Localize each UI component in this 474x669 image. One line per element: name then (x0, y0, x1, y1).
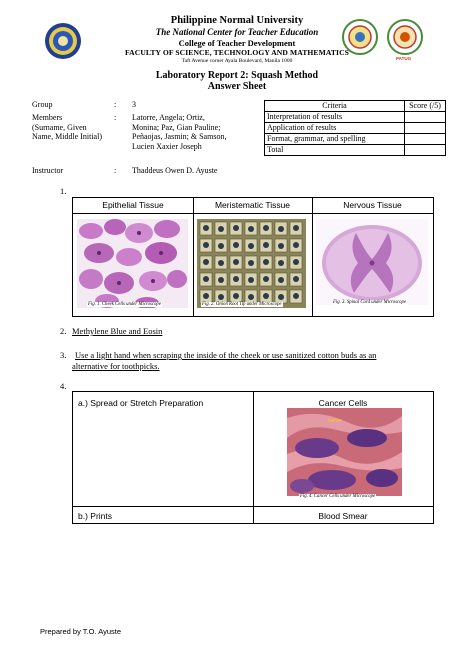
criteria-table (264, 100, 446, 156)
report-subtitle: Answer Sheet (207, 81, 267, 92)
question-number: 4. (60, 381, 67, 391)
tumor-label: Tumor (327, 418, 342, 424)
faculty-name: FACULTY OF SCIENCE, TECHNOLOGY AND MATHEMATICS (125, 48, 349, 57)
blood-smear-label: Blood Smear (318, 511, 368, 521)
college-name: College of Teacher Development (178, 38, 296, 48)
tissue-column-epithelial (73, 198, 194, 316)
members-label-line: Members (32, 113, 63, 122)
question-number: 3. (60, 350, 67, 360)
member-line: Monina; Paz, Gian Pauline; (132, 122, 221, 132)
figure-caption: Fig. 2. Onion Root Tip under Microscope (202, 302, 282, 307)
group-value: 3 (132, 100, 136, 109)
instructor-value: Thaddeus Owen D. Ayuste (132, 166, 218, 175)
members-label (32, 113, 102, 142)
column-header: Meristematic Tissue (193, 198, 312, 214)
cheek-cells-image (77, 219, 188, 308)
criteria-cell: Format, grammar, and spelling (265, 134, 405, 145)
tissue-column-nervous (312, 198, 433, 316)
spread-preparation-label: a.) Spread or Stretch Preparation (78, 398, 204, 408)
university-tagline: The National Center for Teacher Education (155, 27, 319, 37)
column-header: Epithelial Tissue (73, 198, 193, 214)
member-line: Peñaojas, Jasmin; & Samson, (132, 132, 227, 142)
members-label-line: (Surname, Given (32, 122, 87, 132)
cancer-cells-image (287, 408, 402, 496)
preparation-table (72, 391, 434, 524)
members-value (132, 113, 226, 151)
criteria-row (265, 112, 446, 123)
member-line: Lucien Xaxier Joseph (132, 141, 202, 151)
colon: : (114, 100, 117, 109)
answer-text-line: alternative for toothpicks. (72, 361, 160, 371)
answer-text-line: Use a light hand when scraping the inside of the cheek or use sanitized cotton buds as an (75, 350, 377, 360)
figure-caption: Fig. 3. Spinal Cord under Microscope (333, 300, 407, 305)
figure-caption: Fig. 4. Cancer Cells under Microscope (300, 494, 376, 499)
onion-root-tip-image (197, 219, 306, 308)
figure-caption: Fig. 1. Cheek Cells under Microscope (88, 302, 161, 307)
prints-label: b.) Prints (78, 511, 113, 521)
members-label-line: Name, Middle Initial) (32, 132, 102, 142)
criteria-row (265, 145, 446, 156)
score-cell[interactable] (405, 145, 446, 156)
column-divider (253, 392, 254, 523)
criteria-cell: Total (265, 145, 405, 156)
score-cell[interactable] (405, 123, 446, 134)
colon: : (114, 113, 117, 122)
score-cell[interactable] (405, 112, 446, 123)
score-cell[interactable] (405, 134, 446, 145)
score-header: Score (/5) (405, 101, 446, 112)
group-label: Group (32, 100, 53, 109)
cancer-cells-label: Cancer Cells (318, 398, 368, 408)
criteria-header-row (265, 101, 446, 112)
instructor-label: Instructor (32, 166, 64, 175)
question-number: 1. (60, 186, 67, 196)
right-logo-caption: PATUG (396, 56, 412, 61)
criteria-header: Criteria (265, 101, 405, 112)
criteria-row (265, 123, 446, 134)
question-number: 2. (60, 326, 67, 336)
criteria-row (265, 134, 446, 145)
answer-text: Methylene Blue and Eosin (72, 326, 163, 336)
spinal-cord-image (316, 219, 428, 305)
tissue-column-meristematic (193, 198, 313, 316)
column-header: Nervous Tissue (312, 198, 433, 214)
colon: : (114, 166, 117, 175)
criteria-cell: Interpretation of results (265, 112, 405, 123)
university-address: Taft Avenue corner Ayala Boulevard, Manila 1000 (181, 58, 293, 64)
prepared-by: Prepared by T.O. Ayuste (40, 627, 122, 636)
tissue-table (72, 197, 434, 317)
member-line: Latorre, Angela; Ortiz, (132, 113, 205, 122)
row-divider (73, 506, 433, 507)
criteria-cell: Application of results (265, 123, 405, 134)
report-title: Laboratory Report 2: Squash Method (155, 70, 319, 81)
university-name: Philippine Normal University (170, 15, 304, 26)
